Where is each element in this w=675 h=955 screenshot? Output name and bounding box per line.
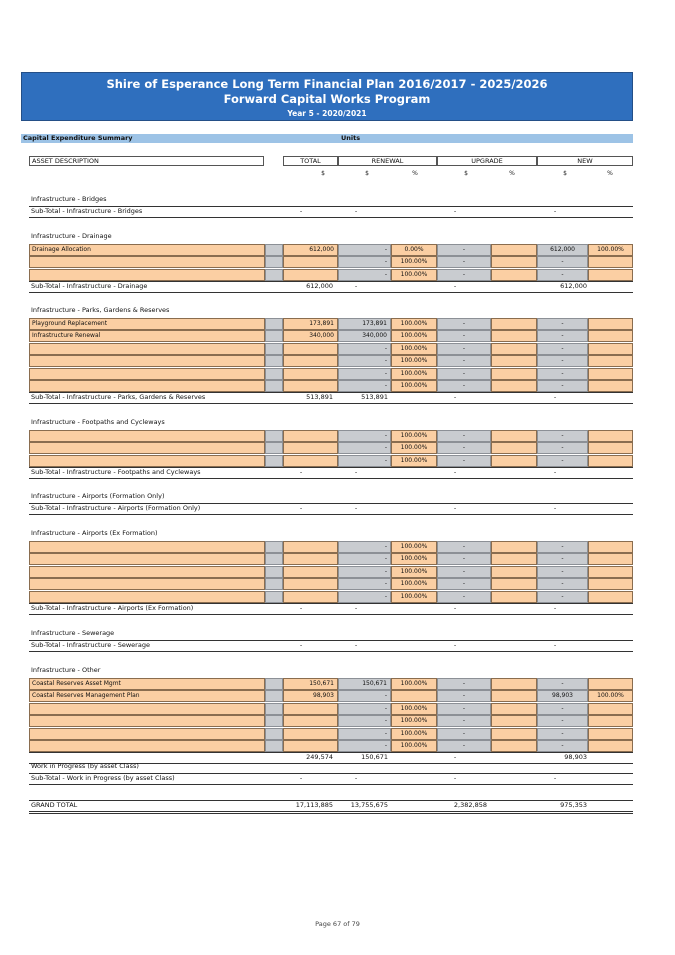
row-new-percent [588,541,633,553]
row-new: - [537,256,588,268]
row-new: - [537,566,588,578]
row-renewal: - [338,368,391,380]
subtotal-upgrade: - [453,393,457,401]
row-upgrade: - [437,541,491,553]
row-renewal: 340,000 [338,330,391,342]
subtotal-upgrade: - [453,774,457,782]
row-renewal-percent: 100.00% [391,578,437,590]
row-spacer [265,442,283,454]
row-new-percent: 100.00% [588,690,633,702]
row-description [29,442,265,454]
section-title: Infrastructure - Airports (Ex Formation) [31,529,158,537]
row-new: - [537,728,588,740]
row-renewal: - [338,703,391,715]
row-upgrade: - [437,578,491,590]
row-spacer [265,244,283,256]
grand-total-upgrade: 2,382,858 [453,801,487,809]
row-total [283,355,338,367]
row-description: Coastal Reserves Asset Mgmt [29,678,265,690]
subtotal-label: Sub-Total - Infrastructure - Parks, Gardens & Reserves [31,393,206,401]
subtotal-renewal: 150,671 [361,753,388,761]
row-renewal-percent: 100.00% [391,678,437,690]
row-renewal-percent: 100.00% [391,368,437,380]
row-renewal: - [338,715,391,727]
subtotal-new: - [553,641,557,649]
summary-bar [21,134,633,143]
row-total [283,541,338,553]
subheader-total-dollar: $ [321,170,325,177]
subtotal-renewal: - [354,207,358,215]
row-new-percent [588,455,633,467]
row-total [283,256,338,268]
header-renewal: RENEWAL [338,156,437,166]
row-upgrade: - [437,591,491,603]
header-upgrade: UPGRADE [437,156,537,166]
row-upgrade-percent [491,678,537,690]
row-total [283,566,338,578]
row-description [29,578,265,590]
row-renewal: - [338,690,391,702]
page-footer: Page 67 of 79 [315,920,360,928]
row-upgrade-percent [491,430,537,442]
row-new: - [537,430,588,442]
row-upgrade-percent [491,690,537,702]
row-renewal-percent: 100.00% [391,455,437,467]
row-renewal: - [338,244,391,256]
section-title: Infrastructure - Bridges [31,195,107,203]
subheader-upgrade-percent: % [509,170,515,177]
row-renewal: - [338,455,391,467]
row-renewal: - [338,553,391,565]
row-spacer [265,318,283,330]
row-description [29,269,265,281]
row-upgrade-percent [491,715,537,727]
row-new-percent [588,442,633,454]
row-description: Playground Replacement [29,318,265,330]
row-upgrade: - [437,244,491,256]
subtotal-upgrade: - [453,641,457,649]
row-spacer [265,578,283,590]
row-new: - [537,715,588,727]
row-new: - [537,703,588,715]
row-new: - [537,330,588,342]
row-upgrade: - [437,318,491,330]
row-description [29,541,265,553]
row-spacer [265,368,283,380]
row-upgrade-percent [491,566,537,578]
row-description: Coastal Reserves Management Plan [29,690,265,702]
subtotal-label: Sub-Total - Infrastructure - Sewerage [31,641,150,649]
row-total [283,455,338,467]
subtotal-new: - [553,774,557,782]
section-title: Work in Progress (by asset Class) [31,762,139,770]
report-banner [21,72,633,121]
row-upgrade: - [437,678,491,690]
row-spacer [265,728,283,740]
subtotal-total: - [299,604,303,612]
subheader-upgrade-dollar: $ [464,170,468,177]
row-renewal: - [338,541,391,553]
row-new-percent [588,343,633,355]
row-description [29,566,265,578]
header-asset-description: ASSET DESCRIPTION [29,156,264,166]
row-new-percent [588,578,633,590]
subtotal-bottom-rule [29,403,633,404]
row-total [283,715,338,727]
row-description [29,715,265,727]
subtotal-new: - [553,504,557,512]
subtotal-label: Sub-Total - Infrastructure - Bridges [31,207,143,215]
row-spacer [265,380,283,392]
row-upgrade-percent [491,578,537,590]
row-new: - [537,380,588,392]
row-upgrade: - [437,343,491,355]
row-renewal-percent: 100.00% [391,343,437,355]
row-description [29,728,265,740]
subtotal-bottom-rule [29,651,633,652]
row-upgrade: - [437,553,491,565]
row-new: - [537,591,588,603]
row-new: - [537,678,588,690]
row-new: - [537,343,588,355]
grand-total-new: 975,353 [560,801,587,809]
row-description [29,380,265,392]
row-renewal-percent: 100.00% [391,541,437,553]
row-upgrade: - [437,690,491,702]
subtotal-new: - [553,468,557,476]
row-total [283,728,338,740]
subtotal-new: 98,903 [564,753,587,761]
row-renewal: - [338,343,391,355]
row-total [283,430,338,442]
row-renewal-percent: 100.00% [391,430,437,442]
summary-label: Capital Expenditure Summary [23,134,133,142]
row-new: - [537,368,588,380]
row-upgrade-percent [491,318,537,330]
row-upgrade: - [437,455,491,467]
row-new-percent [588,715,633,727]
row-new: - [537,269,588,281]
subtotal-total: - [299,468,303,476]
row-upgrade: - [437,355,491,367]
row-new-percent [588,269,633,281]
subtotal-total: - [299,641,303,649]
row-renewal-percent: 100.00% [391,256,437,268]
row-new-percent [588,430,633,442]
row-renewal-percent: 100.00% [391,591,437,603]
row-spacer [265,541,283,553]
row-renewal-percent: 100.00% [391,380,437,392]
row-renewal: - [338,728,391,740]
section-title: Infrastructure - Airports (Formation Only) [31,492,165,500]
row-spacer [265,343,283,355]
row-renewal-percent: 0.00% [391,244,437,256]
subheader-new-percent: % [607,170,613,177]
row-spacer [265,430,283,442]
subtotal-bottom-rule [29,514,633,515]
row-new-percent [588,380,633,392]
header-new: NEW [537,156,633,166]
subtotal-total: - [299,207,303,215]
row-new: 98,903 [537,690,588,702]
row-new: 612,000 [537,244,588,256]
row-total [283,343,338,355]
row-spacer [265,256,283,268]
row-renewal: - [338,442,391,454]
subtotal-bottom-rule [29,217,633,218]
row-upgrade-percent [491,442,537,454]
subtotal-upgrade: - [453,604,457,612]
subtotal-upgrade: - [453,207,457,215]
row-upgrade-percent [491,455,537,467]
row-renewal: 150,671 [338,678,391,690]
row-renewal-percent: 100.00% [391,728,437,740]
row-upgrade-percent [491,330,537,342]
report-title: Shire of Esperance Long Term Financial Plan 2016/2017 - 2025/2026 [106,77,548,91]
subtotal-label: Sub-Total - Infrastructure - Footpaths and Cycleways [31,468,201,476]
subtotal-label: Sub-Total - Infrastructure - Airports (Ex Formation) [31,604,194,612]
subtotal-label: Sub-Total - Infrastructure - Drainage [31,282,148,290]
row-upgrade-percent [491,343,537,355]
row-renewal: - [338,430,391,442]
row-spacer [265,269,283,281]
row-upgrade-percent [491,591,537,603]
section-title: Infrastructure - Parks, Gardens & Reserves [31,306,170,314]
row-new-percent: 100.00% [588,244,633,256]
subtotal-renewal: 513,891 [361,393,388,401]
row-new-percent [588,355,633,367]
row-spacer [265,690,283,702]
section-title: Infrastructure - Drainage [31,232,112,240]
row-upgrade-percent [491,256,537,268]
subtotal-total: - [299,504,303,512]
row-description [29,368,265,380]
row-new-percent [588,728,633,740]
subtotal-upgrade: - [453,282,457,290]
row-upgrade-percent [491,553,537,565]
row-total [283,269,338,281]
header-total: TOTAL [283,156,338,166]
subtotal-total: 612,000 [306,282,333,290]
row-spacer [265,740,283,752]
report-subtitle: Forward Capital Works Program [223,92,431,106]
row-upgrade: - [437,703,491,715]
row-total [283,591,338,603]
grand-total-renewal: 13,755,675 [350,801,388,809]
subtotal-total: 249,574 [306,753,333,761]
subtotal-renewal: - [354,604,358,612]
row-upgrade: - [437,566,491,578]
row-upgrade: - [437,256,491,268]
subtotal-total: 513,891 [306,393,333,401]
row-spacer [265,553,283,565]
subtotal-bottom-rule [29,292,633,293]
grand-total-total: 17,113,885 [295,801,333,809]
row-description [29,703,265,715]
row-renewal: 173,891 [338,318,391,330]
row-description: Drainage Allocation [29,244,265,256]
row-upgrade: - [437,368,491,380]
row-upgrade: - [437,330,491,342]
subtotal-renewal: - [354,468,358,476]
row-spacer [265,715,283,727]
row-new-percent [588,566,633,578]
subtotal-bottom-rule [29,784,633,785]
row-new: - [537,442,588,454]
row-new-percent [588,330,633,342]
row-total [283,368,338,380]
row-description [29,740,265,752]
subtotal-label: Sub-Total - Work in Progress (by asset Class) [31,774,175,782]
row-upgrade-percent [491,355,537,367]
row-renewal-percent: 100.00% [391,715,437,727]
row-upgrade-percent [491,703,537,715]
row-upgrade-percent [491,740,537,752]
row-upgrade: - [437,380,491,392]
row-description: Infrastructure Renewal [29,330,265,342]
row-renewal-percent: 100.00% [391,553,437,565]
subtotal-total: - [299,774,303,782]
row-description [29,343,265,355]
row-upgrade-percent [491,728,537,740]
row-renewal-percent [391,690,437,702]
row-renewal-percent: 100.00% [391,318,437,330]
row-new-percent [588,703,633,715]
row-upgrade-percent [491,244,537,256]
subtotal-bottom-rule [29,478,633,479]
subtotal-upgrade: - [453,468,457,476]
row-new: - [537,553,588,565]
row-total [283,380,338,392]
subtotal-new: - [553,393,557,401]
row-renewal-percent: 100.00% [391,330,437,342]
row-new: - [537,541,588,553]
row-new: - [537,578,588,590]
row-new-percent [588,591,633,603]
row-renewal: - [338,269,391,281]
subtotal-new: - [553,207,557,215]
row-renewal-percent: 100.00% [391,442,437,454]
subheader-new-dollar: $ [563,170,567,177]
row-renewal: - [338,355,391,367]
row-total [283,553,338,565]
row-renewal: - [338,591,391,603]
subtotal-bottom-rule [29,614,633,615]
row-new-percent [588,368,633,380]
subtotal-renewal: - [354,641,358,649]
row-renewal-percent: 100.00% [391,740,437,752]
row-total: 173,891 [283,318,338,330]
row-spacer [265,455,283,467]
row-spacer [265,355,283,367]
row-new: - [537,455,588,467]
row-new-percent [588,318,633,330]
row-upgrade: - [437,715,491,727]
row-description [29,256,265,268]
row-upgrade-percent [491,368,537,380]
row-renewal: - [338,566,391,578]
row-total [283,578,338,590]
row-description [29,455,265,467]
row-description [29,553,265,565]
row-renewal-percent: 100.00% [391,703,437,715]
row-upgrade: - [437,728,491,740]
row-total [283,703,338,715]
subtotal-renewal: - [354,282,358,290]
row-new-percent [588,553,633,565]
row-renewal: - [338,380,391,392]
row-new-percent [588,740,633,752]
row-upgrade-percent [491,541,537,553]
row-renewal-percent: 100.00% [391,355,437,367]
section-title: Infrastructure - Sewerage [31,629,115,637]
grand-total-label: GRAND TOTAL [31,801,78,809]
row-renewal: - [338,256,391,268]
row-upgrade: - [437,442,491,454]
row-new: - [537,355,588,367]
grand-total-bottom-rule [29,811,633,814]
row-total: 340,000 [283,330,338,342]
row-spacer [265,591,283,603]
row-total: 612,000 [283,244,338,256]
row-upgrade-percent [491,269,537,281]
section-title: Infrastructure - Other [31,666,101,674]
row-new: - [537,740,588,752]
row-new-percent [588,678,633,690]
row-upgrade: - [437,430,491,442]
subtotal-label: Sub-Total - Infrastructure - Airports (Formation Only) [31,504,201,512]
subtotal-upgrade: - [453,504,457,512]
row-description [29,355,265,367]
subtotal-upgrade: - [453,753,457,761]
subtotal-new: - [553,604,557,612]
row-spacer [265,566,283,578]
subheader-renewal-dollar: $ [365,170,369,177]
row-description [29,430,265,442]
row-total: 98,903 [283,690,338,702]
row-spacer [265,330,283,342]
summary-units: Units [341,134,361,142]
report-year: Year 5 - 2020/2021 [287,109,367,118]
subheader-renewal-percent: % [412,170,418,177]
row-renewal-percent: 100.00% [391,566,437,578]
row-upgrade: - [437,740,491,752]
row-upgrade-percent [491,380,537,392]
row-renewal: - [338,740,391,752]
row-total: 150,671 [283,678,338,690]
row-total [283,740,338,752]
row-renewal: - [338,578,391,590]
row-upgrade: - [437,269,491,281]
row-new: - [537,318,588,330]
row-spacer [265,703,283,715]
subtotal-renewal: - [354,504,358,512]
subtotal-renewal: - [354,774,358,782]
row-description [29,591,265,603]
subtotal-new: 612,000 [560,282,587,290]
row-total [283,442,338,454]
section-title: Infrastructure - Footpaths and Cycleways [31,418,165,426]
row-renewal-percent: 100.00% [391,269,437,281]
row-new-percent [588,256,633,268]
row-spacer [265,678,283,690]
